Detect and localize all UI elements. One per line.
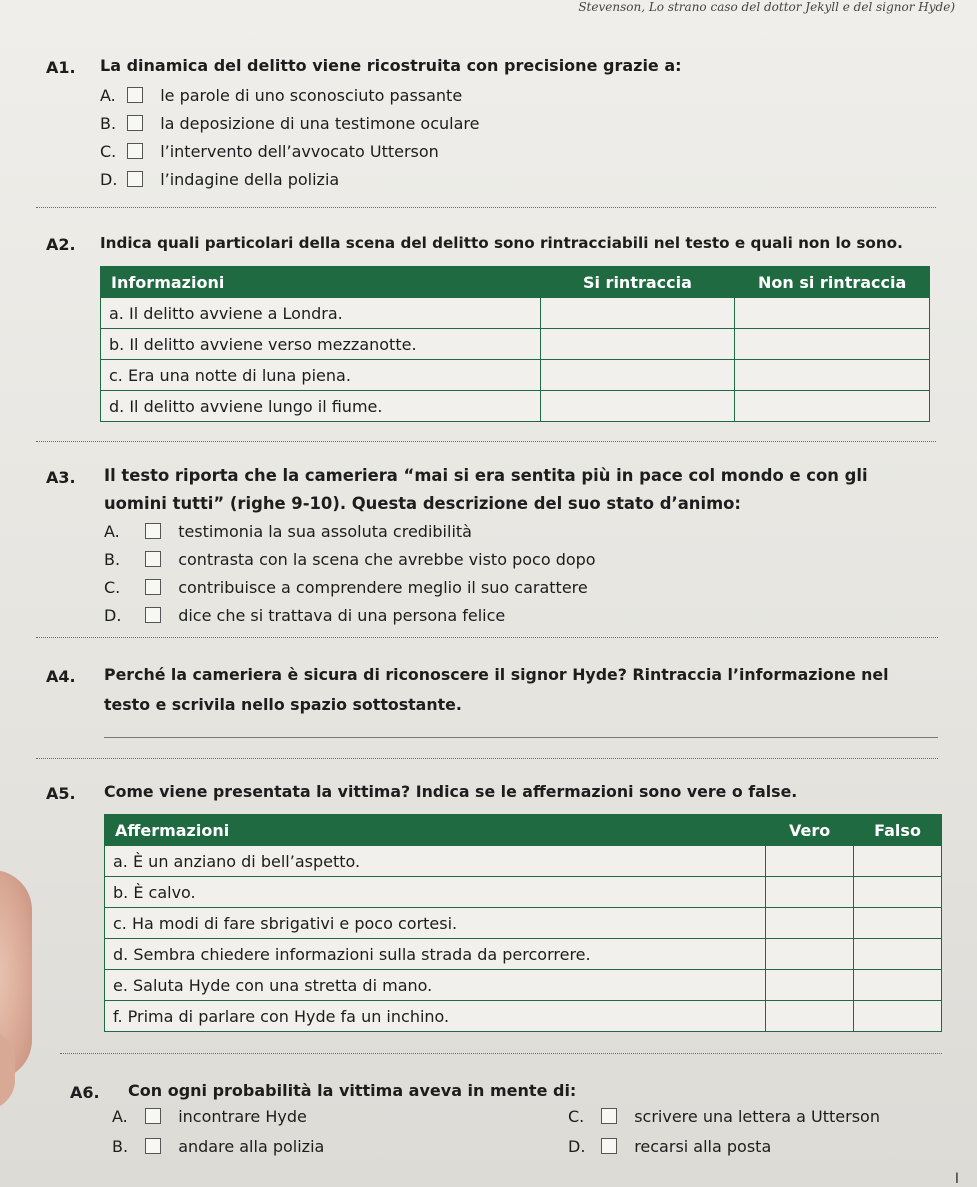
a3-option-b[interactable] — [104, 548, 596, 572]
answer-cell-vero[interactable] — [766, 846, 854, 877]
checkbox[interactable] — [601, 1108, 617, 1124]
option-letter: D. — [104, 606, 122, 625]
answer-cell-vero[interactable] — [766, 908, 854, 939]
table-header-row — [105, 815, 942, 846]
header-affermazioni: Affermazioni — [105, 815, 766, 846]
checkbox[interactable] — [145, 551, 161, 567]
checkbox[interactable] — [127, 115, 143, 131]
checkbox[interactable] — [145, 579, 161, 595]
statement-cell: e. Saluta Hyde con una stretta di mano. — [105, 970, 766, 1001]
option-text: l’indagine della polizia — [160, 170, 340, 189]
checkbox[interactable] — [127, 87, 143, 103]
answer-cell-vero[interactable] — [766, 939, 854, 970]
option-letter: D. — [568, 1137, 586, 1156]
section-divider — [36, 441, 936, 442]
option-letter: C. — [104, 578, 121, 597]
a5-number: A5. — [46, 784, 76, 803]
page-corner-mark: I — [954, 1171, 959, 1187]
option-text: incontrare Hyde — [178, 1107, 307, 1126]
a6-option-b[interactable] — [112, 1135, 324, 1159]
option-text: testimonia la sua assoluta credibilità — [178, 522, 472, 541]
header-vero: Vero — [766, 815, 854, 846]
option-letter: B. — [100, 114, 117, 133]
section-divider — [36, 758, 938, 759]
option-text: dice che si trattava di una persona felice — [178, 606, 506, 625]
option-text: le parole di uno sconosciuto passante — [160, 86, 463, 105]
option-text: la deposizione di una testimone oculare — [160, 114, 480, 133]
a2-number: A2. — [46, 235, 76, 254]
a1-number: A1. — [46, 58, 76, 77]
answer-line[interactable] — [104, 737, 938, 738]
a4-question-line-2: testo e scrivila nello spazio sottostante. — [104, 695, 462, 714]
answer-cell-non[interactable] — [735, 360, 930, 391]
answer-cell-non[interactable] — [735, 391, 930, 422]
answer-cell-vero[interactable] — [766, 970, 854, 1001]
answer-cell-si[interactable] — [540, 391, 735, 422]
a2-question: Indica quali particolari della scena del delitto sono rintracciabili nel testo e quali non lo sono. — [100, 234, 903, 252]
answer-cell-falso[interactable] — [854, 908, 942, 939]
answer-cell-falso[interactable] — [854, 1001, 942, 1032]
checkbox[interactable] — [127, 171, 143, 187]
a4-question-line-1: Perché la cameriera è sicura di riconoscere il signor Hyde? Rintraccia l’informazione nel — [104, 665, 889, 684]
option-text: contrasta con la scena che avrebbe visto poco dopo — [178, 550, 596, 569]
a3-question-line-1: Il testo riporta che la cameriera “mai si era sentita più in pace col mondo e con gli — [104, 466, 868, 485]
statement-cell: a. È un anziano di bell’aspetto. — [105, 846, 766, 877]
a3-option-a[interactable] — [104, 520, 472, 544]
table-row — [105, 1001, 942, 1032]
a6-option-c[interactable] — [568, 1105, 880, 1129]
answer-cell-falso[interactable] — [854, 970, 942, 1001]
header-si-rintraccia: Si rintraccia — [540, 267, 735, 298]
answer-cell-falso[interactable] — [854, 877, 942, 908]
table-row — [105, 877, 942, 908]
checkbox[interactable] — [145, 607, 161, 623]
a2-table — [100, 266, 930, 422]
answer-cell-vero[interactable] — [766, 1001, 854, 1032]
a1-question: La dinamica del delitto viene ricostruita con precisione grazie a: — [100, 56, 682, 75]
checkbox[interactable] — [601, 1138, 617, 1154]
option-text: scrivere una lettera a Utterson — [634, 1107, 880, 1126]
a3-number: A3. — [46, 468, 76, 487]
option-text: andare alla polizia — [178, 1137, 325, 1156]
a3-option-d[interactable] — [104, 604, 505, 628]
table-row — [101, 329, 930, 360]
table-header-row — [101, 267, 930, 298]
statement-cell: d. Il delitto avviene lungo il fiume. — [101, 391, 541, 422]
option-letter: B. — [104, 550, 121, 569]
a6-option-d[interactable] — [568, 1135, 771, 1159]
option-text: l’intervento dell’avvocato Utterson — [160, 142, 439, 161]
answer-cell-falso[interactable] — [854, 939, 942, 970]
statement-cell: b. Il delitto avviene verso mezzanotte. — [101, 329, 541, 360]
table-row — [105, 846, 942, 877]
statement-cell: f. Prima di parlare con Hyde fa un inchino. — [105, 1001, 766, 1032]
option-letter: A. — [100, 86, 116, 105]
a3-question-line-2: uomini tutti” (righe 9-10). Questa descrizione del suo stato d’animo: — [104, 494, 741, 513]
a5-table — [104, 814, 942, 1032]
statement-cell: a. Il delitto avviene a Londra. — [101, 298, 541, 329]
answer-cell-si[interactable] — [540, 329, 735, 360]
table-row — [101, 391, 930, 422]
option-letter: C. — [100, 142, 117, 161]
option-letter: C. — [568, 1107, 585, 1126]
a6-option-a[interactable] — [112, 1105, 307, 1129]
statement-cell: c. Era una notte di luna piena. — [101, 360, 541, 391]
a6-number: A6. — [70, 1083, 100, 1102]
section-divider — [36, 207, 936, 208]
table-row — [101, 298, 930, 329]
table-row — [105, 908, 942, 939]
table-row — [105, 939, 942, 970]
statement-cell: b. È calvo. — [105, 877, 766, 908]
a5-question: Come viene presentata la vittima? Indica se le affermazioni sono vere o false. — [104, 782, 798, 801]
section-divider — [60, 1053, 942, 1054]
option-letter: A. — [112, 1107, 128, 1126]
a4-number: A4. — [46, 667, 76, 686]
running-title: Stevenson, Lo strano caso del dottor Jekyll e del signor Hyde) — [578, 0, 955, 14]
answer-cell-non[interactable] — [735, 329, 930, 360]
checkbox[interactable] — [145, 1138, 161, 1154]
answer-cell-si[interactable] — [540, 360, 735, 391]
checkbox[interactable] — [145, 523, 161, 539]
answer-cell-si[interactable] — [540, 298, 735, 329]
option-letter: A. — [104, 522, 120, 541]
checkbox[interactable] — [145, 1108, 161, 1124]
option-text: contribuisce a comprendere meglio il suo carattere — [178, 578, 588, 597]
answer-cell-vero[interactable] — [766, 877, 854, 908]
a1-option-d[interactable] — [100, 168, 339, 192]
a3-option-c[interactable] — [104, 576, 588, 600]
table-row — [105, 970, 942, 1001]
header-non-si-rintraccia: Non si rintraccia — [735, 267, 930, 298]
option-letter: B. — [112, 1137, 129, 1156]
a1-option-a[interactable] — [100, 84, 462, 108]
option-text: recarsi alla posta — [634, 1137, 772, 1156]
header-informazioni: Informazioni — [101, 267, 541, 298]
statement-cell: c. Ha modi di fare sbrigativi e poco cortesi. — [105, 908, 766, 939]
table-row — [101, 360, 930, 391]
answer-cell-falso[interactable] — [854, 846, 942, 877]
statement-cell: d. Sembra chiedere informazioni sulla strada da percorrere. — [105, 939, 766, 970]
answer-cell-non[interactable] — [735, 298, 930, 329]
option-letter: D. — [100, 170, 118, 189]
a1-option-c[interactable] — [100, 140, 439, 164]
a1-option-b[interactable] — [100, 112, 479, 136]
header-falso: Falso — [854, 815, 942, 846]
checkbox[interactable] — [127, 143, 143, 159]
a6-question: Con ogni probabilità la vittima aveva in mente di: — [128, 1081, 577, 1100]
section-divider — [36, 637, 938, 638]
